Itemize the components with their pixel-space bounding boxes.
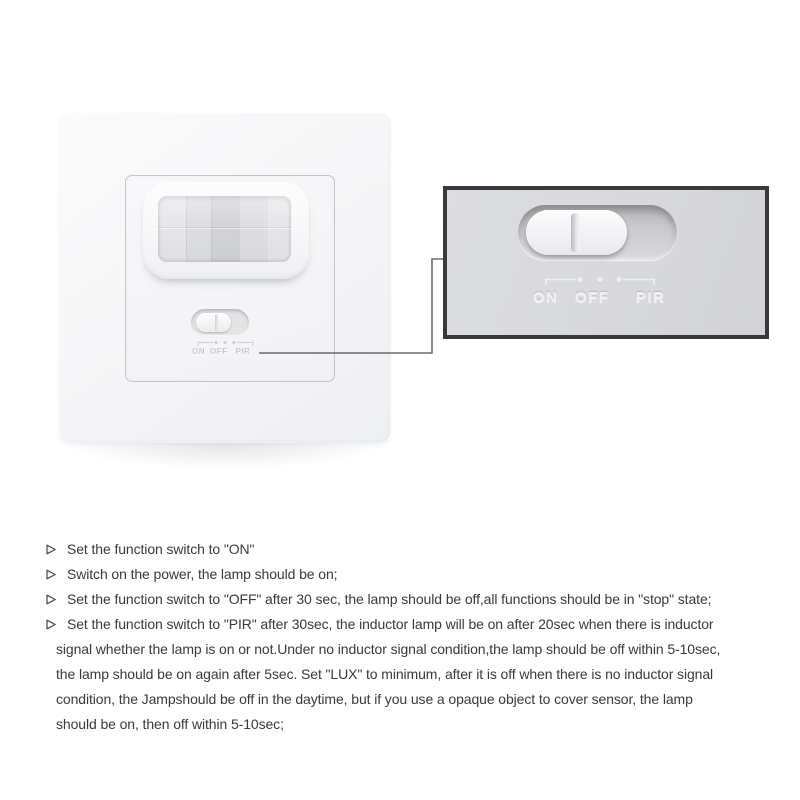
slider-labels — [192, 347, 284, 356]
arrow-bullet-icon — [46, 569, 57, 580]
instruction-item — [42, 612, 787, 737]
inset-slider-knob — [526, 210, 627, 255]
inset-position-ticks-icon — [545, 276, 657, 288]
zoom-inset-box — [443, 186, 769, 339]
knob-groove — [215, 314, 218, 331]
knob-groove — [571, 213, 580, 252]
instruction-text — [56, 587, 787, 612]
plate-inner-frame — [125, 175, 335, 382]
wall-switch-plate — [60, 112, 390, 442]
inset-label-off: OFF — [575, 289, 610, 306]
instruction-line: Switch on the power, the lamp should be on; — [67, 566, 338, 582]
instruction-item — [42, 537, 787, 562]
label-off: OFF — [210, 347, 228, 356]
function-slider — [191, 309, 249, 336]
slider-knob — [196, 313, 231, 332]
instruction-item — [42, 587, 787, 612]
inset-label-on: ON — [533, 289, 559, 306]
instruction-line: Set the function switch to "OFF" after 30 sec, the lamp should be off,all functions should be in "stop" state; — [67, 591, 712, 607]
instruction-line: the lamp should be on again after 5sec. Set "LUX" to minimum, after it is off when there is no inductor signal — [56, 666, 714, 682]
instruction-text — [56, 537, 787, 562]
pir-sensor-dome — [143, 182, 309, 279]
instruction-line: signal whether the lamp is on or not.Under no inductor signal condition,the lamp should be off within 5-10sec, — [56, 641, 721, 657]
instruction-text — [56, 612, 787, 737]
slider-position-ticks-icon — [197, 340, 255, 347]
instruction-line: should be on, then off within 5-10sec; — [56, 716, 284, 732]
instruction-item — [42, 562, 787, 587]
instruction-line: Set the function switch to "ON" — [67, 541, 255, 557]
instruction-line: condition, the Jampshould be off in the daytime, but if you use a opaque object to cover sensor, the lamp — [56, 691, 693, 707]
instructions-list — [42, 537, 787, 737]
arrow-bullet-icon — [46, 594, 57, 605]
instruction-text — [56, 562, 787, 587]
label-on: ON — [192, 347, 205, 356]
instruction-line: Set the function switch to "PIR" after 30sec, the inductor lamp will be on after 20sec when there is inductor — [67, 616, 714, 632]
inset-slider-track — [518, 205, 677, 260]
arrow-bullet-icon — [46, 619, 57, 630]
fresnel-lens — [158, 196, 291, 262]
inset-label-pir: PIR — [636, 289, 666, 306]
label-pir: PIR — [235, 347, 251, 356]
plate-reflection — [60, 443, 390, 469]
arrow-bullet-icon — [46, 544, 57, 555]
